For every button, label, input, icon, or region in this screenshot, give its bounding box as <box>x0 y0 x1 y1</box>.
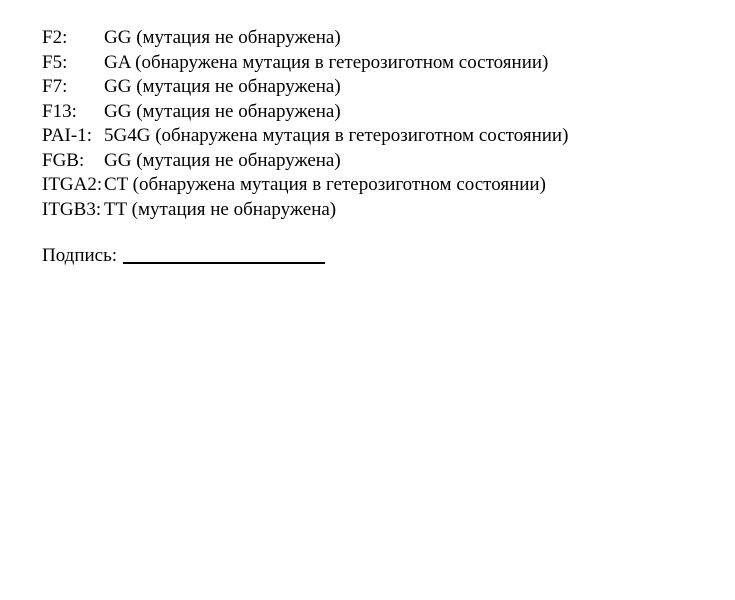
result-row-f13 <box>42 100 568 125</box>
gene-result: GG (мутация не обнаружена) <box>104 27 341 48</box>
result-row-pai1 <box>42 124 568 149</box>
gene-name: F2: <box>42 27 68 48</box>
gene-result: CT (обнаружена мутация в гетерозиготном состоянии) <box>104 174 546 195</box>
gene-result: GG (мутация не обнаружена) <box>104 100 341 122</box>
result-row-itgb3 <box>42 198 568 223</box>
gene-name: PAI-1: <box>42 125 92 146</box>
gene-name: F13: <box>42 100 77 122</box>
gene-result: GA (обнаружена мутация в гетерозиготном состоянии) <box>104 51 549 73</box>
signature-block <box>42 244 325 268</box>
result-row-f5 <box>42 51 568 76</box>
signature-line <box>123 261 325 264</box>
result-row-f2 <box>42 26 568 51</box>
gene-result: 5G4G (обнаружена мутация в гетерозиготном состоянии) <box>104 125 569 146</box>
result-row-f7 <box>42 75 568 100</box>
result-row-fgb <box>42 149 568 174</box>
gene-name: ITGA2: <box>42 174 103 195</box>
genetic-results-list <box>42 26 568 222</box>
signature-label: Подпись: <box>42 245 118 266</box>
gene-name: F7: <box>42 76 68 97</box>
gene-name: FGB: <box>42 149 85 171</box>
gene-name: ITGB3: <box>42 198 102 220</box>
gene-result: GG (мутация не обнаружена) <box>104 149 341 171</box>
gene-name: F5: <box>42 51 68 73</box>
result-row-itga2 <box>42 173 568 198</box>
gene-result: TT (мутация не обнаружена) <box>104 198 337 220</box>
gene-result: GG (мутация не обнаружена) <box>104 76 341 97</box>
